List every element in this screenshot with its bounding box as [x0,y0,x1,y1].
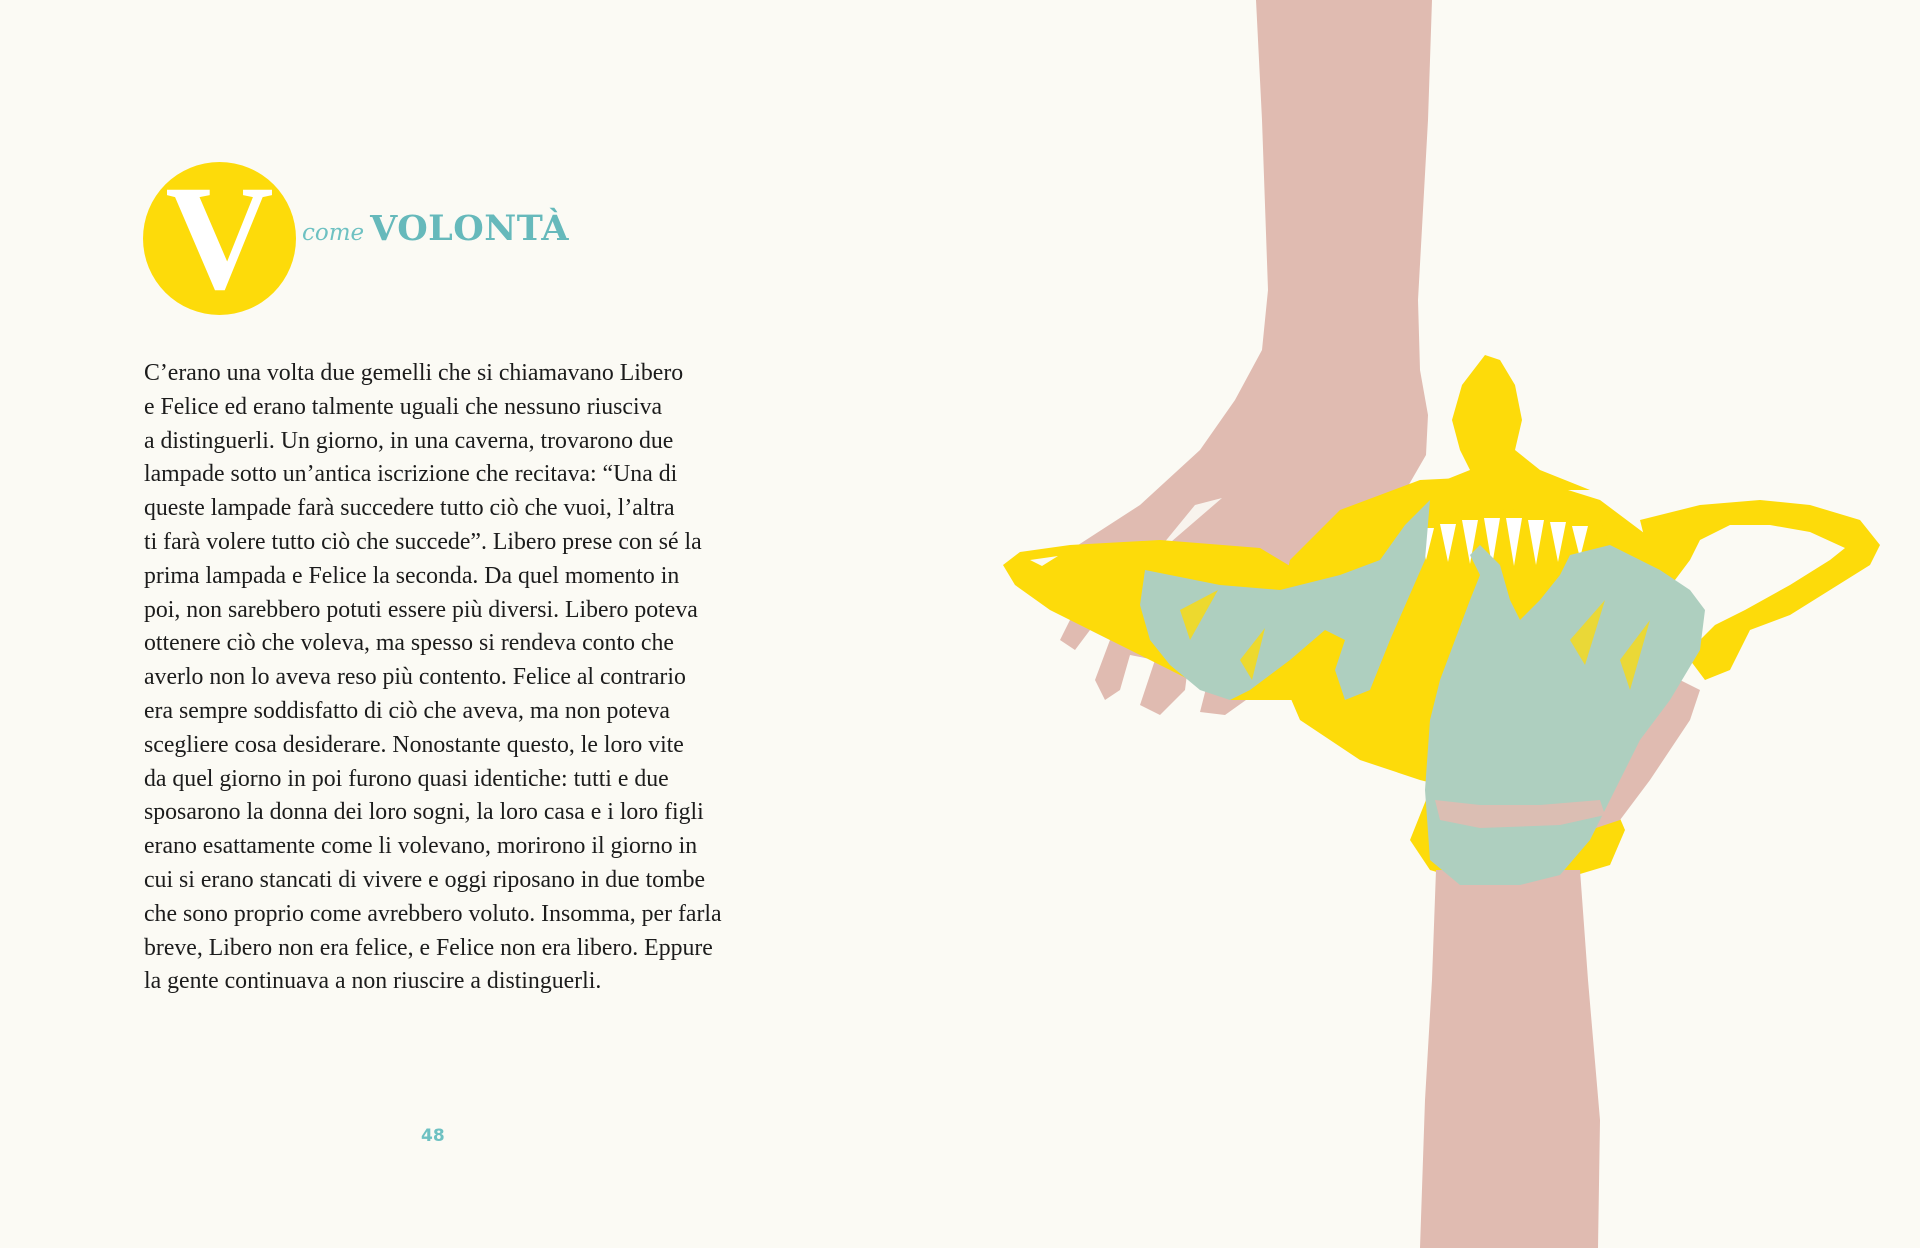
chapter-title: VOLONTÀ [370,208,570,249]
story-text [144,357,844,999]
text-line: scegliere cosa desiderare. Nonostante questo, le loro vite [144,731,684,758]
page-number: 48 [421,1126,445,1146]
lower-hand-icon [1420,545,1705,1248]
text-line: era sempre soddisfatto di ciò che aveva, ma non poteva [144,697,670,724]
heading-connector: come [302,220,365,246]
text-line: sposarono la donna dei loro sogni, la loro casa e i loro figli [144,799,704,826]
chapter-heading [302,208,569,249]
text-line: cui si erano stancati di vivere e oggi riposano in due tombe [144,866,706,893]
text-line: che sono proprio come avrebbero voluto. Insomma, per farla [144,900,722,927]
text-line: C’erano una volta due gemelli che si chiamavano Libero [144,360,684,386]
text-line: ottenere ciò che voleva, ma spesso si rendeva conto che [144,630,674,657]
text-line: averlo non lo aveva reso più contento. Felice al contrario [144,664,686,691]
text-line: la gente continuava a non riuscire a distinguerli. [144,968,602,995]
text-line: queste lampade farà succedere tutto ciò che vuoi, l’altra [144,495,675,522]
initial-letter-badge [143,155,296,321]
text-line: erano esattamente come li volevano, morirono il giorno in [144,833,698,860]
text-line: e Felice ed erano talmente uguali che nessuno riusciva [144,393,663,420]
text-line: poi, non sarebbero potuti essere più diversi. Libero poteva [144,596,698,623]
initial-letter: V [165,155,274,321]
text-line: a distinguerli. Un giorno, in una caverna, trovarono due [144,427,674,454]
text-line: da quel giorno in poi furono quasi identiche: tutti e due [144,765,669,792]
text-line: breve, Libero non era felice, e Felice non era libero. Eppure [144,934,713,961]
text-line: prima lampada e Felice la seconda. Da quel momento in [144,562,680,589]
text-line: lampade sotto un’antica iscrizione che recitava: “Una di [144,461,678,488]
lamp-illustration [980,0,1920,1248]
text-line: ti farà volere tutto ciò che succede”. Libero prese con sé la [144,528,702,555]
